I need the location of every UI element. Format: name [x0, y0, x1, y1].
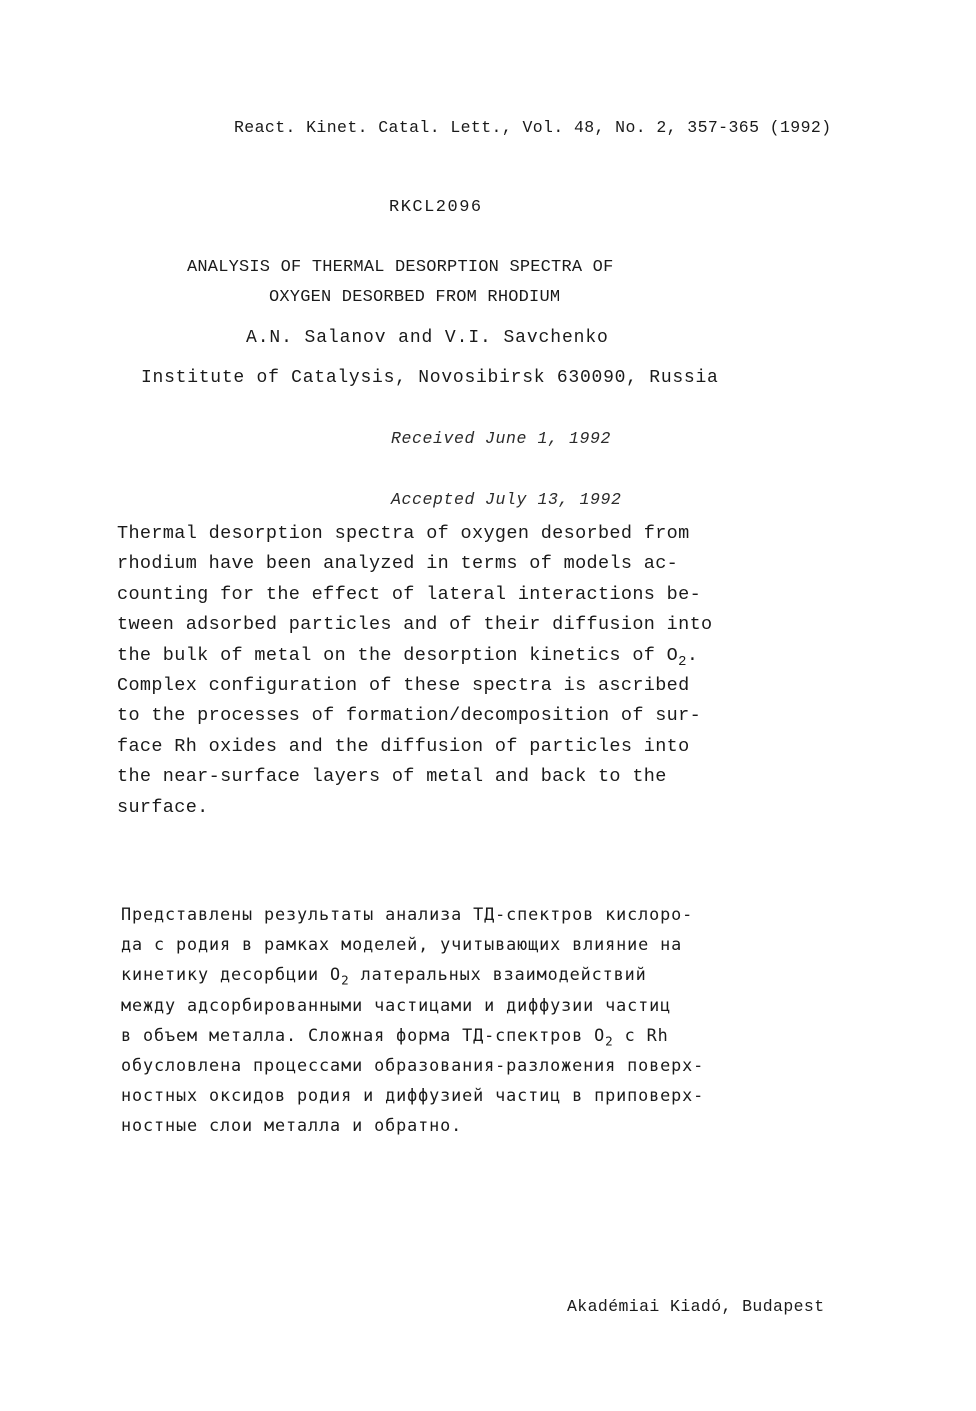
russian-line: обусловлена процессами образования-разложения поверх-	[121, 1054, 705, 1075]
abstract-line: to the processes of formation/decomposition of sur-	[117, 705, 702, 727]
journal-citation: React. Kinet. Catal. Lett., Vol. 48, No. 2, 357-365 (1992)	[234, 118, 832, 137]
article-code: RKCL2096	[389, 198, 483, 217]
subscript: 2	[605, 1033, 614, 1049]
received-label: Received	[391, 428, 476, 448]
russian-text: в объем металла. Сложная форма ТД-спектров O	[121, 1024, 606, 1045]
abstract-line-with-formula	[117, 641, 757, 671]
abstract-line: tween adsorbed particles and of their diffusion into	[117, 614, 713, 636]
authors: A.N. Salanov and V.I. Savchenko	[246, 328, 609, 348]
abstract-line: face Rh oxides and the diffusion of particles into	[117, 735, 690, 757]
abstract-english	[117, 519, 757, 823]
abstract-line: rhodium have been analyzed in terms of models ac-	[117, 553, 679, 575]
dates-block	[314, 408, 622, 531]
russian-line: между адсорбированными частицами и диффузии частиц	[121, 994, 672, 1015]
russian-line: ностные слои металла и обратно.	[121, 1115, 463, 1136]
russian-line-with-formula	[121, 959, 781, 989]
russian-text: с Rh	[613, 1024, 669, 1045]
received-date: June 1, 1992	[485, 428, 612, 448]
subscript: 2	[341, 972, 350, 988]
publisher: Akadémiai Kiadó, Budapest	[567, 1297, 825, 1316]
abstract-line-text: the bulk of metal on the desorption kinetics of O	[117, 644, 679, 666]
accepted-date: July 13, 1992	[485, 490, 622, 509]
accepted-label: Accepted	[391, 490, 476, 509]
period: .	[686, 644, 699, 666]
abstract-line: the near-surface layers of metal and back to the	[117, 766, 667, 788]
russian-line: Представлены результаты анализа ТД-спектров кислоро-	[121, 904, 694, 924]
abstract-russian	[121, 899, 781, 1141]
russian-text: кинетику десорбции O	[121, 964, 342, 985]
article-title-line-2: OXYGEN DESORBED FROM RHODIUM	[269, 288, 561, 307]
subscript: 2	[678, 653, 687, 670]
russian-line: ностных оксидов родия и диффузией частиц в приповерх-	[121, 1085, 705, 1106]
russian-line-with-formula	[121, 1020, 781, 1050]
affiliation: Institute of Catalysis, Novosibirsk 630090, Russia	[141, 368, 719, 388]
abstract-line: counting for the effect of lateral interactions be-	[117, 583, 702, 605]
abstract-line: Thermal desorption spectra of oxygen desorbed from	[117, 523, 690, 544]
article-title-line-1: ANALYSIS OF THERMAL DESORPTION SPECTRA OF	[187, 258, 614, 277]
russian-line: да с родия в рамках моделей, учитывающих влияние на	[121, 934, 683, 955]
abstract-line: Complex configuration of these spectra is ascribed	[117, 674, 690, 696]
abstract-line: surface.	[117, 796, 209, 818]
received-row	[314, 408, 622, 470]
russian-text: латеральных взаимодействий	[349, 964, 647, 985]
